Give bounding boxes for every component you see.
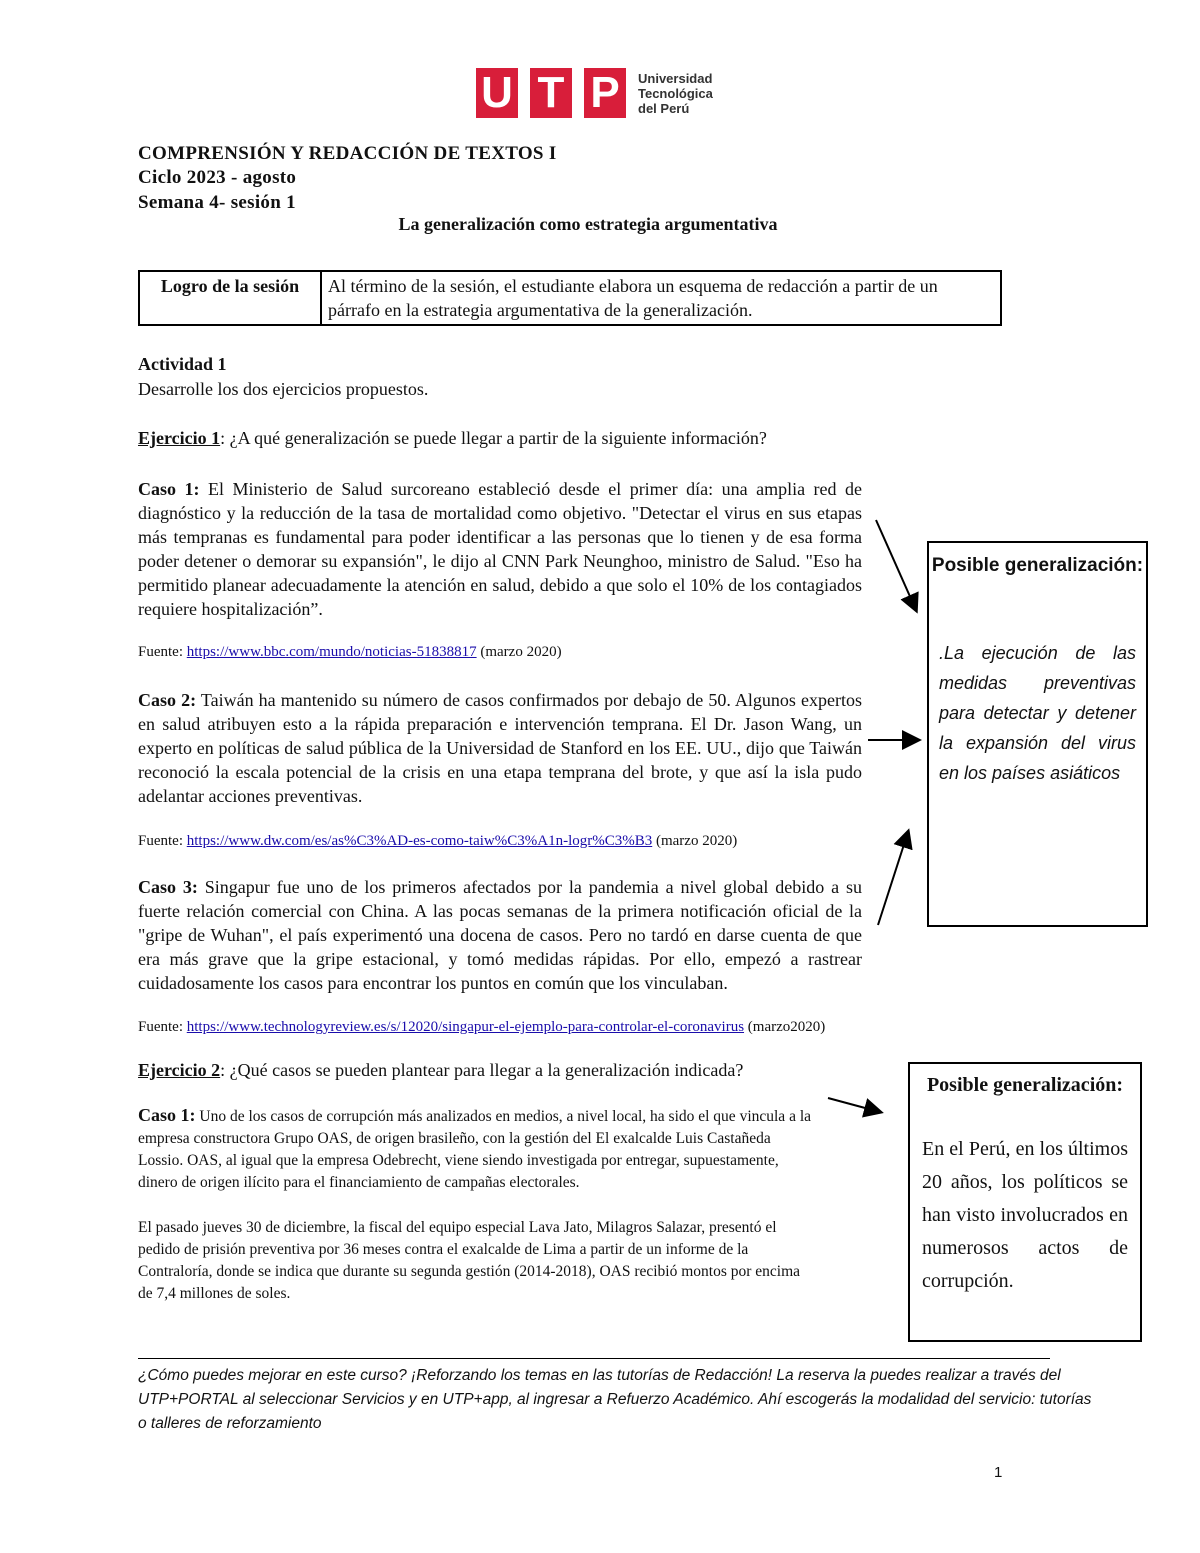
- arrow-caso3: [878, 832, 908, 925]
- caso1-source-link[interactable]: https://www.bbc.com/mundo/noticias-51838817: [186, 644, 477, 660]
- ej2-caso1-text: Uno de los casos de corrupción más analizados en medios, a nivel local, ha sido el que vincula a la empresa constructora Grupo OAS, de origen brasileño, con la gestión del El exalcalde Luis Castañeda Lossio. OAS, al igual que la empresa Odebrecht, viene siendo investigada por entregar, supuestamente, dinero de origen ilícito para el financiamiento de campañas electorales.: [138, 1108, 812, 1191]
- ejercicio1-label: Ejercicio 1: [138, 428, 221, 448]
- cycle-label: Ciclo 2023 - agosto: [138, 167, 297, 188]
- footer-note: ¿Cómo puedes mejorar en este curso? ¡Reforzando los temas en las tutorías de Redacción! La reserva la puedes realizar a través del UTP+PORTAL al seleccionar Servicios y en UTP+app, al ingresar a Refuerzo Académico. Ahí escogerás la modalidad del servicio: tutorías o talleres de reforzamiento: [138, 1367, 1092, 1432]
- ejercicio2-question: : ¿Qué casos se pueden plantear para llegar a la generalización indicada?: [220, 1060, 744, 1080]
- arrow-caso1: [876, 520, 916, 610]
- caso2-text: Taiwán ha mantenido su número de casos confirmados por debajo de 50. Algunos expertos en salud atribuyen esto a la rápida preparación e intervención temprana. El Dr. Jason Wang, un experto en políticas de salud pública de la Universidad de Stanford en los EE. UU., dijo que Taiwán reconoció la escala potencial de la crisis en una etapa temprana del brote, y que así la isla pudo adelantar acciones preventivas.: [138, 690, 863, 806]
- page-number: 1: [994, 1464, 1003, 1481]
- ejercicio1-question: : ¿A qué generalización se puede llegar a partir de la siguiente información?: [220, 428, 767, 448]
- caso3-label: Caso 3:: [138, 877, 198, 897]
- logro-label: Logro de la sesión: [139, 271, 321, 325]
- course-title: COMPRENSIÓN Y REDACCIÓN DE TEXTOS I: [138, 143, 557, 164]
- arrow-ej2: [828, 1098, 880, 1112]
- caso3-source: Fuente: https://www.technologyreview.es/s/12020/singapur-el-ejemplo-para-controlar-el-coronavirus (marzo2020): [138, 1019, 826, 1035]
- week-label: Semana 4- sesión 1: [138, 192, 296, 213]
- ej2-caso1-paragraph-2: El pasado jueves 30 de diciembre, la fiscal del equipo especial Lava Jato, Milagros Salazar, presentó el pedido de prisión preventiva por 36 meses contra el exalcalde de Lima a partir de un informe de la Contraloría, donde se indica que durante su segunda gestión (2014-2018), OAS recibió montos por encima de 7,4 millones de soles.: [138, 1219, 801, 1302]
- caso2-label: Caso 2:: [138, 690, 197, 710]
- box1-title: Posible generalización:: [931, 555, 1144, 576]
- logo-letter-p: P: [584, 68, 626, 118]
- ej2-caso1-label: Caso 1:: [138, 1105, 196, 1125]
- logo-university-name: Universidad Tecnológica del Perú: [638, 71, 713, 116]
- box2-title: Posible generalización:: [926, 1074, 1124, 1096]
- box2-text: En el Perú, en los últimos 20 años, los políticos se han visto involucrados en numerosos actos de corrupción.: [922, 1138, 1128, 1292]
- caso2-source-link[interactable]: https://www.dw.com/es/as%C3%AD-es-como-taiw%C3%A1n-logr%C3%B3: [186, 833, 653, 849]
- caso3-source-link[interactable]: https://www.technologyreview.es/s/12020/singapur-el-ejemplo-para-controlar-el-coronavirus: [186, 1019, 745, 1035]
- actividad-title: Actividad 1: [138, 354, 227, 374]
- caso3-text: Singapur fue uno de los primeros afectados por la pandemia a nivel global debido a su fuerte relación comercial con China. A las pocas semanas de la primera notificación oficial de la "gripe de Wuhan", el país experimentó una docena de casos. Pero no tardó en darse cuenta de que era más grave que la gripe estacional, y tomó medidas rápidas. Por ello, empezó a rastrear cuidadosamente los casos para encontrar los puntos en común que los vinculaban.: [138, 877, 862, 993]
- logo-letter-u: U: [476, 68, 518, 118]
- box1-text: .La ejecución de las medidas preventivas para detectar y detener la expansión del virus en los países asiáticos: [939, 643, 1136, 783]
- session-title: La generalización como estrategia argumentativa: [398, 214, 778, 234]
- caso2-source: Fuente: https://www.dw.com/es/as%C3%AD-es-como-taiw%C3%A1n-logr%C3%B3 (marzo 2020): [138, 833, 738, 849]
- actividad-instruction: Desarrolle los dos ejercicios propuestos.: [138, 379, 429, 399]
- logo-letter-t: T: [530, 68, 572, 118]
- footer-divider: [138, 1358, 1050, 1359]
- logro-text: Al término de la sesión, el estudiante elabora un esquema de redacción a partir de un párrafo en la estrategia argumentativa de la generalización.: [321, 271, 1001, 325]
- caso1-text: El Ministerio de Salud surcoreano estableció desde el primer día: una amplia red de diagnóstico y la reducción de la tasa de mortalidad como objetivo. "Detectar el virus en sus etapas más tempranas es fundamental para poder identificar a las personas que lo tienen y de esa forma poder detener o demorar su expansión", le dijo al CNN Park Neunghoo, ministro de Salud. "Eso ha permitido planear adecuadamente la atención en salud, debido a que solo el 10% de los contagiados requiere hospitalización”.: [138, 479, 863, 619]
- caso1-source: Fuente: https://www.bbc.com/mundo/noticias-51838817 (marzo 2020): [138, 644, 562, 660]
- caso1-label: Caso 1:: [138, 479, 200, 499]
- ejercicio2-label: Ejercicio 2: [138, 1060, 221, 1080]
